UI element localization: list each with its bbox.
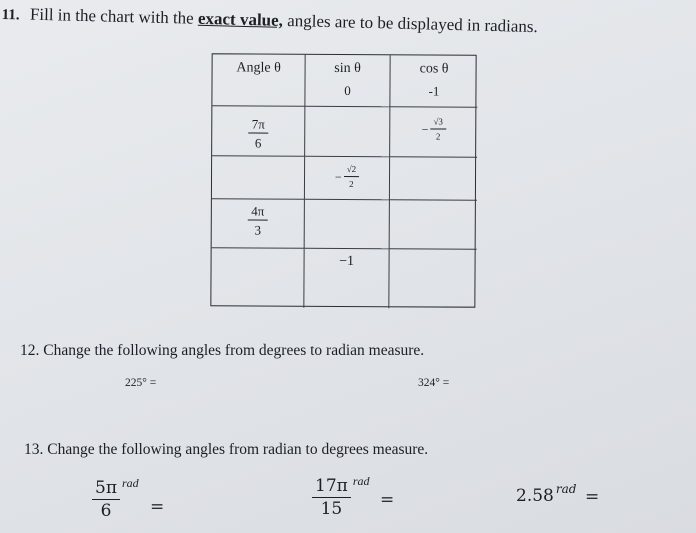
q12-item-324: 324° = bbox=[418, 377, 450, 389]
cell-row2-angle bbox=[212, 106, 305, 156]
cell-row3-cos bbox=[390, 157, 477, 200]
question-text-end: angles are to be displayed in radians. bbox=[286, 10, 539, 37]
q13-item-b bbox=[312, 474, 370, 519]
question-12: 12. Change the following angles from degrees to radian measure. bbox=[20, 342, 425, 359]
q12-item-225: 225° = bbox=[125, 377, 157, 389]
question-11 bbox=[2, 4, 539, 37]
question-number: 11. bbox=[1, 6, 20, 24]
question-13: 13. Change the following angles from radian to degrees measure. bbox=[24, 441, 429, 458]
fraction: $\frac{4\pi}{3}$ bbox=[248, 205, 267, 237]
emphasis-text: exact value, bbox=[197, 8, 284, 30]
fraction: $\frac{√3}{2}$ bbox=[430, 117, 446, 141]
cell-row4-sin bbox=[305, 200, 390, 249]
equals-sign-c: = bbox=[585, 487, 600, 507]
cell-row2-sin bbox=[305, 107, 390, 157]
cell-row5-angle bbox=[211, 248, 304, 307]
cell-row2-cos: − $\frac{√3}{2}$ bbox=[390, 107, 477, 157]
cell-row3-angle bbox=[212, 156, 305, 199]
cell-row4-angle bbox=[212, 199, 305, 248]
trig-table bbox=[210, 53, 476, 307]
equals-sign-a: = bbox=[150, 497, 165, 517]
q13-item-a bbox=[92, 476, 139, 521]
cell-row5-sin: −1 bbox=[304, 249, 389, 308]
fraction: $\frac{√2}{2}$ bbox=[344, 165, 360, 189]
equals-sign-b: = bbox=[380, 490, 395, 510]
fraction: $\frac{7\pi}{6}$ bbox=[249, 118, 268, 150]
rad-label: rad bbox=[352, 474, 370, 488]
q13-item-c: 2.58 $^{rad}$ bbox=[516, 482, 577, 506]
cell-row4-cos bbox=[390, 200, 477, 249]
cell-row3-sin: − $\frac{√2}{2}$ bbox=[305, 157, 390, 200]
header-cos: cos θ -1 bbox=[390, 55, 477, 107]
fraction: $\frac{5\pi}{6}$ bbox=[92, 480, 120, 520]
header-angle: Angle θ bbox=[212, 54, 305, 106]
cell-row1-sin: 0 bbox=[344, 83, 351, 99]
rad-label: rad bbox=[122, 476, 139, 490]
rad-label: rad bbox=[555, 482, 577, 496]
cell-row1-cos: -1 bbox=[428, 83, 440, 99]
fraction: $\frac{17\pi}{15}$ bbox=[312, 478, 351, 518]
header-sin: sin θ 0 bbox=[305, 55, 390, 107]
question-text: Fill in the chart with the bbox=[29, 4, 194, 28]
cell-row5-cos bbox=[389, 249, 476, 308]
